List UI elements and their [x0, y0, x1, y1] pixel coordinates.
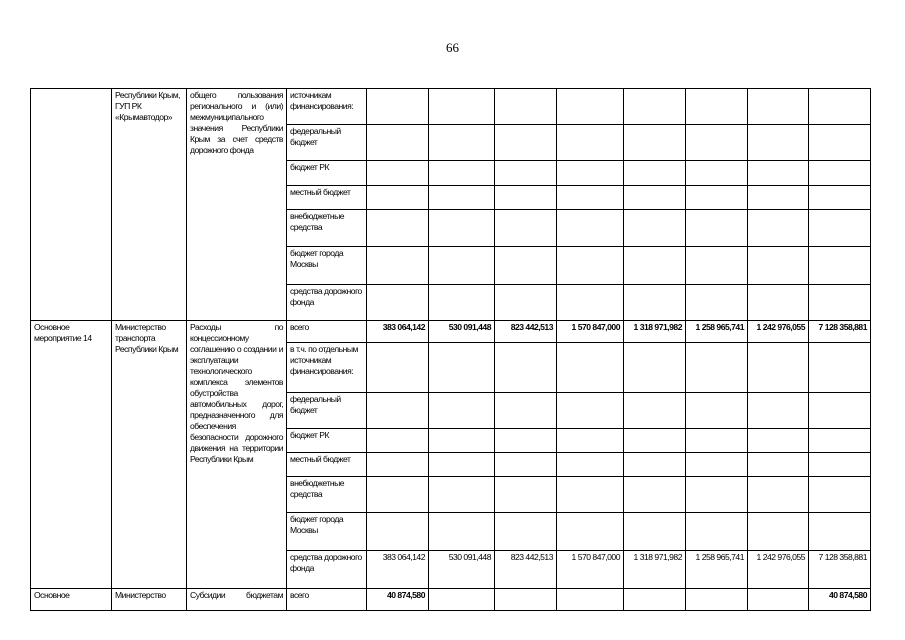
value-cell: 1 570 847,000 [557, 321, 624, 343]
value-cell: 1 318 971,982 [624, 321, 686, 343]
value-cell: 1 242 976,055 [748, 321, 809, 343]
description-cell: общего пользования регионального и (или) межмуниципального значения Республики Крым за счет средств дорожного фонда [187, 89, 287, 321]
value-cell: 40 874,580 [809, 589, 871, 611]
source-cell: бюджет города Москвы [287, 247, 367, 285]
event-cell [31, 89, 112, 321]
executor-cell: Республики Крым, ГУП РК «Крымавтодор» [112, 89, 187, 321]
value-cell: 1 258 965,741 [686, 321, 748, 343]
value-cell: 1 258 965,741 [686, 551, 748, 589]
executor-cell: Министерство транспорта Республики Крым [112, 321, 187, 589]
value-cell: 40 874,580 [367, 589, 429, 611]
description-cell: Расходы по концессионному соглашению о создании и эксплуатации технологического комплекса элементов обустройства автомобильных дорог, предназначенного для обеспечения безопасности дорожного движения на территории Республики Крым [187, 321, 287, 589]
source-cell: средства дорожного фонда [287, 285, 367, 321]
table-row [31, 589, 871, 611]
source-cell: источникам финансирования: [287, 89, 367, 125]
source-cell: федеральный бюджет [287, 125, 367, 161]
source-cell: местный бюджет [287, 453, 367, 477]
source-cell: внебюджетные средства [287, 210, 367, 247]
source-cell: всего [287, 321, 367, 343]
source-cell: бюджет РК [287, 161, 367, 186]
source-cell: федеральный бюджет [287, 393, 367, 429]
source-cell: в т.ч. по отдельным источникам финансирования: [287, 343, 367, 393]
page-number: 66 [446, 40, 459, 55]
value-cell: 7 128 358,881 [809, 321, 871, 343]
table-row [31, 89, 871, 125]
executor-cell: Министерство [112, 589, 187, 611]
value-cell: 1 570 847,000 [557, 551, 624, 589]
source-cell: местный бюджет [287, 186, 367, 210]
description-cell: Субсидии бюджетам [187, 589, 287, 611]
value-cell: 530 091,448 [429, 321, 495, 343]
value-cell: 383 064,142 [367, 321, 429, 343]
value-cell: 7 128 358,881 [809, 551, 871, 589]
event-cell: Основное мероприятие 14 [31, 321, 112, 589]
value-cell: 530 091,448 [429, 551, 495, 589]
value-cell: 823 442,513 [495, 321, 557, 343]
value-cell: 1 318 971,982 [624, 551, 686, 589]
source-cell: средства дорожного фонда [287, 551, 367, 589]
source-cell: бюджет РК [287, 429, 367, 453]
value-cell: 383 064,142 [367, 551, 429, 589]
value-cell: 1 242 976,055 [748, 551, 809, 589]
source-cell: всего [287, 589, 367, 611]
source-cell: внебюджетные средства [287, 477, 367, 513]
budget-table [30, 88, 871, 611]
table-row [31, 321, 871, 343]
value-cell: 823 442,513 [495, 551, 557, 589]
source-cell: бюджет города Москвы [287, 513, 367, 551]
event-cell: Основное [31, 589, 112, 611]
